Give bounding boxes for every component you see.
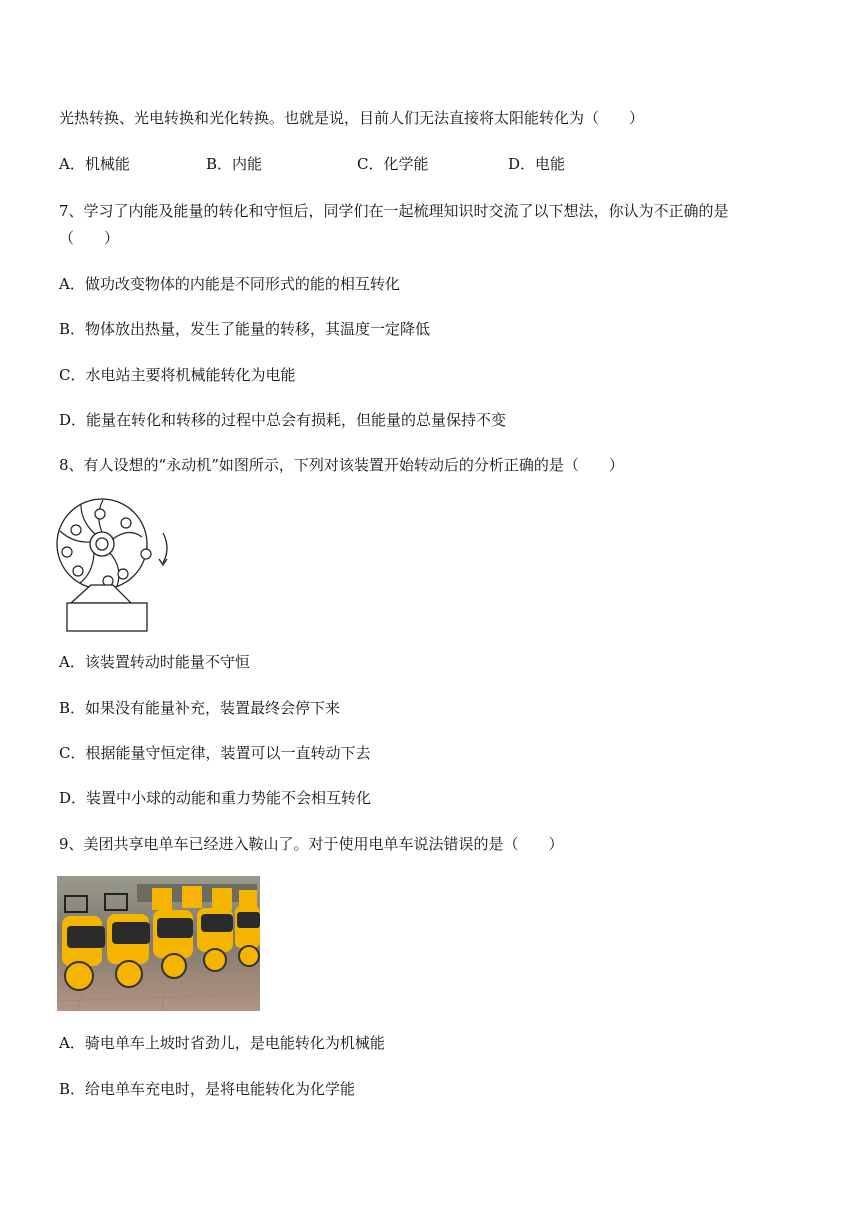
q7-option-d: D．能量在转化和转移的过程中总会有损耗，但能量的总量保持不变 — [59, 411, 507, 429]
q6-option-b: B．内能 — [206, 155, 263, 173]
q6-option-d: D．电能 — [508, 155, 566, 173]
q9-stem: 9、美团共享电单车已经进入鞍山了。对于使用电单车说法错误的是（ ） — [59, 835, 564, 853]
q6-options — [59, 154, 659, 174]
wheel-hub-inner — [96, 538, 108, 550]
q6-stem-tail: 光热转换、光电转换和光化转换。也就是说，目前人们无法直接将太阳能转化为（ ） — [59, 109, 645, 127]
q7-option-b: B．物体放出热量，发生了能量的转移，其温度一定降低 — [59, 320, 431, 338]
wheel-hub-outer — [90, 532, 114, 556]
q8-option-b: B．如果没有能量补充，装置最终会停下来 — [59, 699, 341, 717]
q6-option-a: A．机械能 — [59, 155, 130, 173]
rotation-arrow — [163, 533, 167, 563]
stand-base — [67, 603, 147, 631]
ebike-5 — [235, 906, 260, 966]
q7-stem-line1: 7、学习了内能及能量的转化和守恒后，同学们在一起梳理知识时交流了以下想法，你认为不正确的是 — [59, 202, 729, 220]
ebike-illustration — [57, 876, 260, 1011]
q8-option-d: D．装置中小球的动能和重力势能不会相互转化 — [59, 789, 372, 807]
shared-ebike-photo — [57, 876, 260, 1011]
bikes-back-row — [137, 884, 257, 910]
q9-option-b: B．给电单车充电时，是将电能转化为化学能 — [59, 1080, 356, 1098]
q7-option-a: A．做功改变物体的内能是不同形式的能的相互转化 — [59, 275, 400, 293]
perpetual-motion-machine-figure — [53, 493, 183, 633]
q9-option-a: A．骑电单车上坡时省劲儿，是电能转化为机械能 — [59, 1034, 385, 1052]
stand-support — [71, 585, 131, 603]
q7-option-c: C．水电站主要将机械能转化为电能 — [59, 366, 296, 384]
q6-option-c: C．化学能 — [357, 155, 429, 173]
q8-stem: 8、有人设想的“永动机”如图所示，下列对该装置开始转动后的分析正确的是（ ） — [59, 456, 624, 474]
q7-stem-line2: （ ） — [59, 229, 120, 247]
q8-option-a: A．该装置转动时能量不守恒 — [59, 653, 250, 671]
q8-option-c: C．根据能量守恒定律，装置可以一直转动下去 — [59, 744, 371, 762]
